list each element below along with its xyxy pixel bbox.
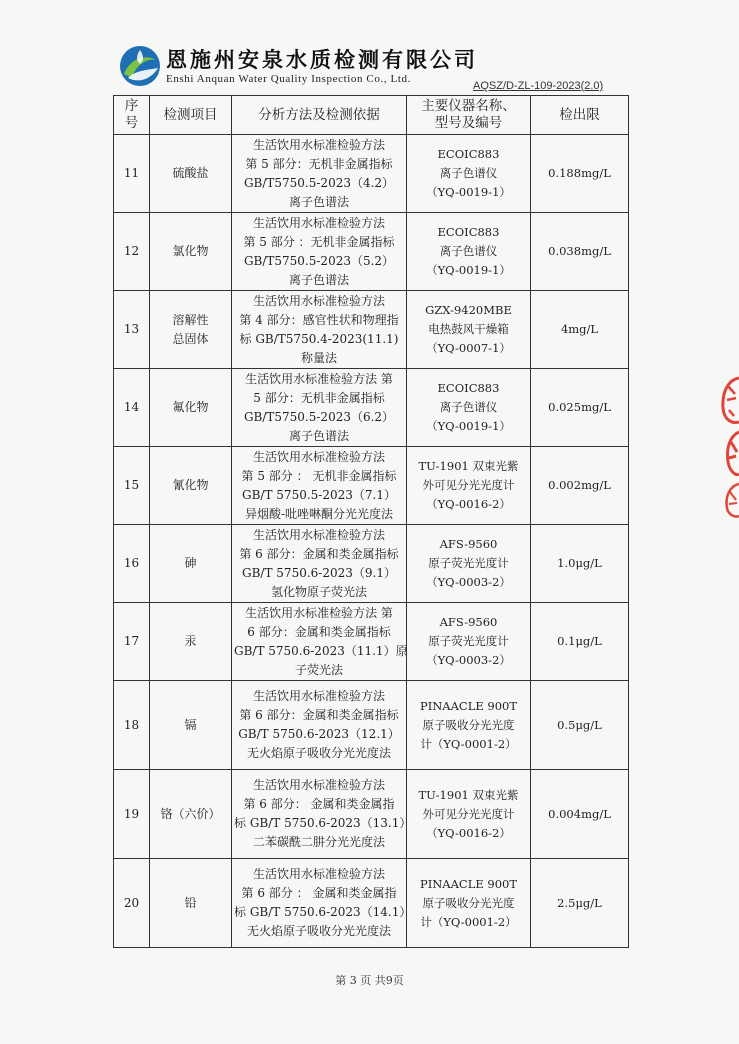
row-method — [232, 291, 407, 369]
row-method-line: 称量法 — [300, 350, 337, 365]
table-row — [114, 681, 629, 770]
table-row — [114, 859, 629, 948]
row-method-line: 生活饮用水标准检验方法 — [252, 137, 385, 152]
row-detection-limit: 1.0μg/L — [531, 525, 629, 603]
row-method-line: 第 6 部分：金属和类金属指标 — [239, 708, 399, 722]
row-method — [232, 859, 412, 948]
row-instrument-line: 原子吸收分光光度 — [422, 895, 515, 910]
row-method — [232, 681, 407, 770]
row-instrument — [407, 681, 531, 770]
row-detection-limit: 2.5μg/L — [531, 859, 629, 948]
row-instrument-line: ECOIC883 — [437, 225, 500, 239]
header-text: 号 — [124, 115, 139, 131]
header-test-item — [150, 96, 232, 135]
table-header — [114, 96, 629, 135]
row-instrument — [407, 603, 531, 681]
header-detection-limit — [531, 96, 629, 135]
row-method-line: GB/T5750.5-2023（5.2） — [243, 253, 395, 268]
row-instrument — [407, 525, 531, 603]
table-row — [114, 213, 629, 291]
red-seal-stamp-icon — [718, 372, 739, 522]
row-method-line: 无火焰原子吸收分光光度法 — [246, 924, 391, 938]
row-test-item-line: 氰化物 — [172, 478, 209, 492]
row-seq-no: 14 — [114, 369, 150, 447]
row-instrument-line: 离子色谱仪 — [439, 166, 498, 180]
row-test-item-line: 铬（六价） — [160, 806, 221, 821]
row-method-line: 6 部分：金属和类金属指标 — [247, 624, 391, 639]
row-method-line: 生活饮用水标准检验方法 第 — [245, 605, 393, 620]
row-test-item-line: 镉 — [184, 717, 197, 732]
table-row — [114, 770, 629, 859]
row-test-item — [150, 369, 232, 447]
row-method — [232, 213, 407, 291]
row-instrument — [407, 135, 531, 213]
row-detection-limit: 0.002mg/L — [531, 447, 629, 525]
row-instrument-line: AFS-9560 — [439, 615, 498, 629]
row-method-line: GB/T5750.5-2023（6.2） — [243, 409, 395, 424]
table-row — [114, 135, 629, 213]
row-seq-no: 13 — [114, 291, 150, 369]
row-instrument-line: 原子吸收分光光度 — [422, 717, 515, 732]
row-instrument — [407, 213, 531, 291]
document-code: AQSZ/D-ZL-109-2023(2.0) — [473, 80, 604, 92]
header-row — [114, 96, 629, 135]
row-instrument-line: 外可见分光光度计 — [422, 806, 515, 821]
row-seq-no: 19 — [114, 770, 150, 859]
row-method-line: 离子色谱法 — [288, 194, 349, 209]
row-method-line: 生活饮用水标准检验方法 — [252, 215, 385, 230]
row-instrument — [407, 447, 531, 525]
row-method-line: 第 6 部分：金属和类金属指标 — [239, 546, 399, 561]
row-test-item — [150, 603, 232, 681]
table-row — [114, 525, 629, 603]
row-detection-limit: 0.1μg/L — [531, 603, 629, 681]
row-method-line: 第 4 部分：感官性状和物理指 — [239, 312, 399, 327]
row-detection-limit: 0.038mg/L — [531, 213, 629, 291]
row-instrument-line: （YQ-0016-2） — [426, 825, 511, 840]
row-method-line: 离子色谱法 — [288, 272, 349, 287]
row-test-item-line: 氯化物 — [172, 244, 209, 258]
row-instrument-line: （YQ-0003-2） — [426, 653, 511, 667]
row-method-line: 第 5 部分 ： 无机非金属指标 — [241, 468, 397, 483]
row-instrument-line: 计（YQ-0001-2） — [420, 914, 517, 929]
row-method-line: GB/T 5750.5-2023（7.1） — [242, 487, 396, 502]
row-instrument-line: （YQ-0019-1） — [426, 419, 511, 433]
row-instrument-line: AFS-9560 — [439, 537, 498, 551]
row-method-line: 生活饮用水标准检验方法 — [252, 778, 385, 792]
row-method-line: 氢化物原子荧光法 — [270, 584, 367, 599]
row-seq-no: 16 — [114, 525, 150, 603]
row-instrument-line: 计（YQ-0001-2） — [420, 736, 517, 751]
row-method-line: 第 6 部分： 金属和类金属指 — [243, 797, 395, 811]
row-method-line: GB/T 5750.6-2023（9.1） — [242, 565, 396, 580]
header-seq-no — [114, 96, 150, 135]
row-method-line: 生活饮用水标准检验方法 第 — [245, 371, 393, 386]
row-instrument-line: TU-1901 双束光紫 — [418, 787, 519, 802]
inspection-methods-table — [113, 95, 629, 948]
company-name-en: Enshi Anquan Water Quality Inspection Co., Ltd. — [166, 73, 411, 85]
row-instrument-line: ECOIC883 — [437, 147, 500, 161]
row-instrument-line: PINAACLE 900T — [419, 698, 518, 713]
row-test-item-line: 总固体 — [172, 331, 209, 346]
row-method-line: 第 6 部分 ： 金属和类金属指 — [241, 886, 397, 900]
row-detection-limit: 0.004mg/L — [531, 770, 629, 859]
row-method-line: 离子色谱法 — [288, 428, 349, 443]
row-method-line: 子荧光法 — [294, 662, 343, 677]
row-method-line: 标 GB/T 5750.6-2023（13.1） — [234, 816, 412, 830]
row-method-line: 生活饮用水标准检验方法 — [252, 449, 385, 464]
row-test-item-line: 铅 — [184, 895, 197, 910]
row-instrument-line: 原子荧光光度计 — [428, 556, 509, 570]
row-instrument-line: ECOIC883 — [437, 381, 500, 395]
row-instrument-line: TU-1901 双束光紫 — [418, 459, 519, 473]
row-seq-no: 12 — [114, 213, 150, 291]
row-instrument-line: PINAACLE 900T — [419, 876, 518, 891]
row-instrument-line: （YQ-0003-2） — [426, 575, 511, 589]
header-text: 检测项目 — [163, 106, 218, 123]
row-instrument-line: （YQ-0019-1） — [426, 185, 511, 199]
row-instrument — [407, 369, 531, 447]
row-test-item-line: 汞 — [184, 634, 197, 648]
row-instrument-line: 离子色谱仪 — [439, 244, 498, 258]
header-text: 主要仪器名称、 — [421, 98, 516, 114]
header-text: 分析方法及检测依据 — [258, 106, 380, 123]
row-instrument-line: （YQ-0007-1） — [426, 341, 511, 355]
row-instrument-line: 电热鼓风干燥箱 — [428, 322, 509, 336]
row-test-item — [150, 525, 232, 603]
header-text: 型号及编号 — [434, 115, 503, 131]
header-method — [232, 96, 407, 135]
page-number: 第 3 页 共9页 — [335, 974, 404, 987]
row-instrument-line: （YQ-0016-2） — [426, 497, 511, 511]
row-method-line: GB/T 5750.6-2023（11.1）原 — [234, 643, 408, 658]
row-test-item-line: 溶解性 — [172, 312, 209, 327]
row-method — [232, 525, 407, 603]
company-name-cn: 恩施州安泉水质检测有限公司 — [166, 47, 478, 72]
row-method-line: 生活饮用水标准检验方法 — [252, 293, 385, 308]
row-test-item-line: 砷 — [184, 556, 197, 570]
table-row — [114, 603, 629, 681]
row-method-line: 无火焰原子吸收分光光度法 — [246, 746, 391, 760]
row-detection-limit: 0.025mg/L — [531, 369, 629, 447]
table-row — [114, 369, 629, 447]
row-instrument — [407, 291, 531, 369]
row-method — [232, 603, 407, 681]
row-test-item-line: 硫酸盐 — [172, 166, 209, 180]
row-instrument — [407, 859, 531, 948]
row-method-line: 生活饮用水标准检验方法 — [252, 689, 385, 703]
row-test-item-line: 氟化物 — [172, 400, 209, 414]
row-method — [232, 770, 412, 859]
row-test-item — [150, 859, 232, 948]
row-instrument-line: （YQ-0019-1） — [426, 263, 511, 277]
header-instrument — [407, 96, 531, 135]
row-method-line: GB/T5750.5-2023（4.2） — [243, 175, 395, 190]
row-seq-no: 18 — [114, 681, 150, 770]
table-row — [114, 447, 629, 525]
row-seq-no: 17 — [114, 603, 150, 681]
table-row — [114, 291, 629, 369]
row-method-line: 生活饮用水标准检验方法 — [252, 527, 385, 542]
row-seq-no: 15 — [114, 447, 150, 525]
row-seq-no: 11 — [114, 135, 150, 213]
row-seq-no: 20 — [114, 859, 150, 948]
row-detection-limit: 0.188mg/L — [531, 135, 629, 213]
row-method — [232, 447, 407, 525]
row-test-item — [150, 135, 232, 213]
row-method-line: 二苯碳酰二肼分光光度法 — [252, 835, 385, 849]
row-test-item — [150, 447, 232, 525]
row-method — [232, 369, 407, 447]
row-method-line: GB/T 5750.6-2023（12.1） — [238, 727, 400, 741]
row-instrument-line: 离子色谱仪 — [439, 400, 498, 414]
row-method-line: 异烟酸-吡唑啉酮分光光度法 — [244, 506, 394, 521]
header-text: 序 — [124, 98, 139, 114]
header-text: 检出限 — [559, 106, 600, 123]
row-method-line: 生活饮用水标准检验方法 — [252, 867, 385, 881]
row-detection-limit: 4mg/L — [531, 291, 629, 369]
row-test-item — [150, 291, 232, 369]
table-body — [114, 135, 629, 948]
row-detection-limit: 0.5μg/L — [531, 681, 629, 770]
row-method-line: 标 GB/T5750.4-2023(11.1) — [239, 331, 399, 346]
row-method — [232, 135, 407, 213]
row-instrument-line: 原子荧光光度计 — [428, 634, 509, 648]
row-method-line: 第 5 部分：无机非金属指标 — [245, 156, 393, 171]
row-test-item — [150, 681, 232, 770]
row-instrument — [407, 770, 531, 859]
row-instrument-line: GZX-9420MBE — [425, 303, 512, 317]
row-method-line: 第 5 部分 ：无机非金属指标 — [243, 234, 395, 249]
row-test-item — [150, 770, 232, 859]
row-instrument-line: 外可见分光光度计 — [422, 478, 515, 492]
row-method-line: 标 GB/T 5750.6-2023（14.1） — [234, 905, 412, 919]
row-test-item — [150, 213, 232, 291]
row-method-line: 5 部分：无机非金属指标 — [253, 390, 385, 405]
company-logo-icon — [118, 44, 162, 88]
